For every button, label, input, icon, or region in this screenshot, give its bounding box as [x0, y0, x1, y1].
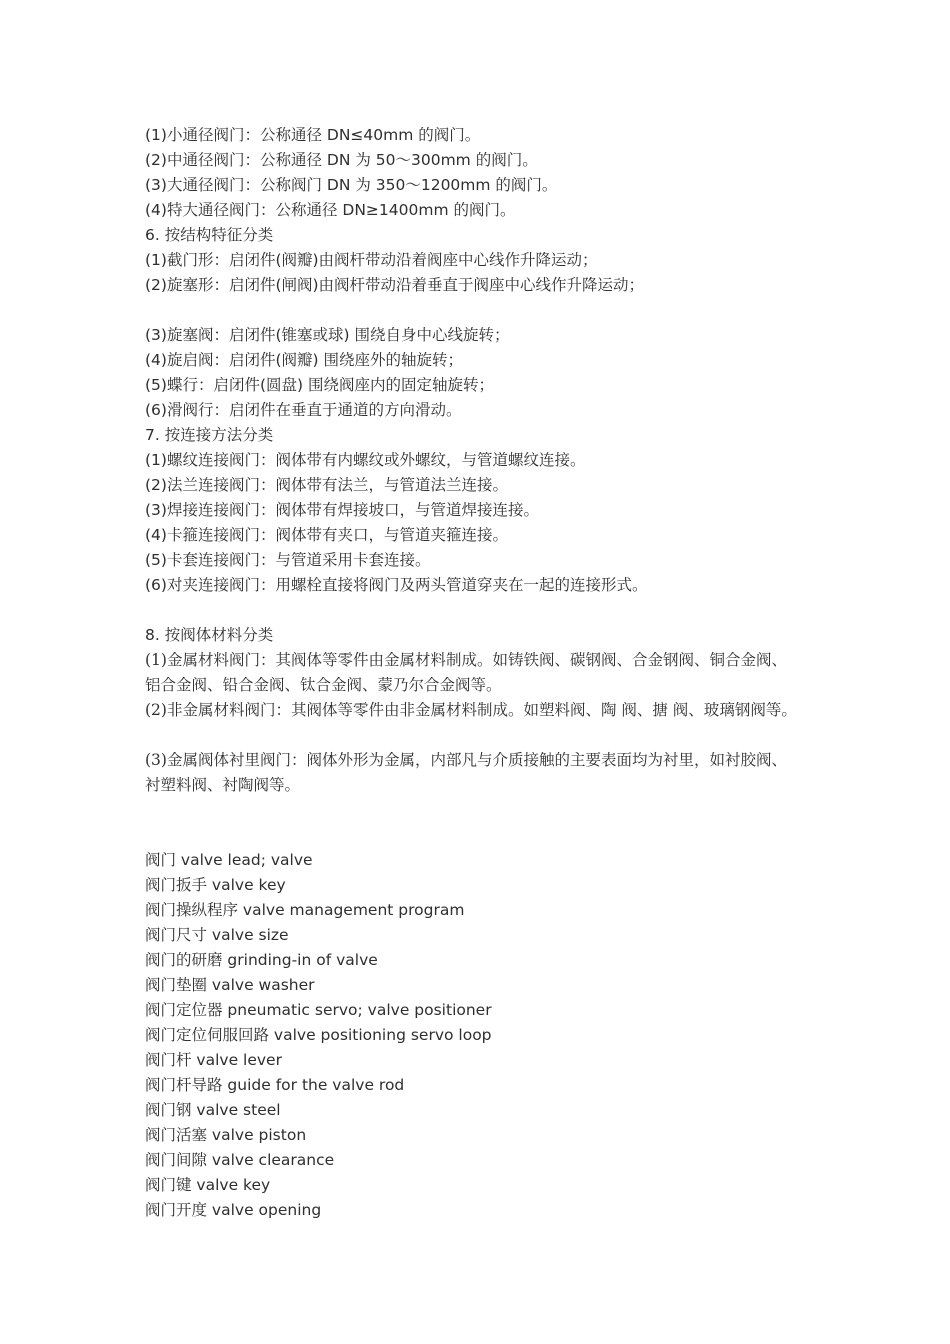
material-heading: 8. 按阀体材料分类	[145, 626, 274, 644]
glossary-entry: 阀门键 valve key	[145, 1176, 271, 1194]
connection-item-5: (5)卡套连接阀门：与管道采用卡套连接。	[145, 551, 431, 569]
connection-heading: 7. 按连接方法分类	[145, 426, 274, 444]
structure-item-2: (2)旋塞形：启闭件(闸阀)由阀杆带动沿着垂直于阀座中心线作升降运动；	[145, 276, 645, 294]
glossary-entry: 阀门杆 valve lever	[145, 1051, 282, 1069]
glossary-entry: 阀门钢 valve steel	[145, 1101, 281, 1119]
size-item-1: (1)小通径阀门：公称通径 DN≤40mm 的阀门。	[145, 126, 481, 144]
blank-line	[145, 598, 835, 623]
glossary-entry: 阀门扳手 valve key	[145, 876, 286, 894]
blank-line	[145, 723, 835, 748]
connection-item-4: (4)卡箍连接阀门：阀体带有夹口，与管道夹箍连接。	[145, 526, 508, 544]
size-item-3: (3)大通径阀门：公称阀门 DN 为 350～1200mm 的阀门。	[145, 176, 558, 194]
glossary-entry: 阀门尺寸 valve size	[145, 926, 289, 944]
material-item-1-line-1: (1)金属材料阀门：其阀体等零件由金属材料制成。如铸铁阀、碳钢阀、合金钢阀、铜合金阀、	[145, 651, 787, 669]
glossary-entry: 阀门的研磨 grinding-in of valve	[145, 951, 378, 969]
material-item-3-line-2: 衬塑料阀、衬陶阀等。	[145, 776, 301, 794]
structure-item-3: (3)旋塞阀：启闭件(锥塞或球) 围绕自身中心线旋转；	[145, 326, 510, 344]
glossary-entry: 阀门垫圈 valve washer	[145, 976, 315, 994]
structure-item-1: (1)截门形：启闭件(阀瓣)由阀杆带动沿着阀座中心线作升降运动；	[145, 251, 598, 269]
glossary-entry: 阀门操纵程序 valve management program	[145, 901, 465, 919]
blank-line	[145, 823, 835, 848]
size-item-4: (4)特大通径阀门：公称通径 DN≥1400mm 的阀门。	[145, 201, 516, 219]
glossary-entry: 阀门定位器 pneumatic servo; valve positioner	[145, 1001, 492, 1019]
document-body	[145, 123, 835, 1223]
structure-item-5: (5)蝶行：启闭件(圆盘) 围绕阀座内的固定轴旋转；	[145, 376, 494, 394]
structure-item-6: (6)滑阀行：启闭件在垂直于通道的方向滑动。	[145, 401, 462, 419]
glossary-entry: 阀门杆导路 guide for the valve rod	[145, 1076, 405, 1094]
size-item-2: (2)中通径阀门：公称通径 DN 为 50～300mm 的阀门。	[145, 151, 538, 169]
material-item-2: (2)非金属材料阀门：其阀体等零件由非金属材料制成。如塑料阀、陶 阀、搪 阀、玻璃钢阀等。	[145, 701, 797, 719]
glossary-entry: 阀门定位伺服回路 valve positioning servo loop	[145, 1026, 492, 1044]
glossary-entry: 阀门开度 valve opening	[145, 1201, 322, 1219]
connection-item-2: (2)法兰连接阀门：阀体带有法兰，与管道法兰连接。	[145, 476, 508, 494]
blank-line	[145, 798, 835, 823]
connection-item-1: (1)螺纹连接阀门：阀体带有内螺纹或外螺纹，与管道螺纹连接。	[145, 451, 586, 469]
connection-item-3: (3)焊接连接阀门：阀体带有焊接坡口，与管道焊接连接。	[145, 501, 539, 519]
material-item-1-line-2: 铝合金阀、铅合金阀、钛合金阀、蒙乃尔合金阀等。	[145, 676, 502, 694]
glossary-entry: 阀门 valve lead; valve	[145, 851, 313, 869]
glossary-entry: 阀门间隙 valve clearance	[145, 1151, 335, 1169]
connection-item-6: (6)对夹连接阀门：用螺栓直接将阀门及两头管道穿夹在一起的连接形式。	[145, 576, 648, 594]
blank-line	[145, 298, 835, 323]
structure-item-4: (4)旋启阀：启闭件(阀瓣) 围绕座外的轴旋转；	[145, 351, 463, 369]
glossary-entry: 阀门活塞 valve piston	[145, 1126, 307, 1144]
structure-heading: 6. 按结构特征分类	[145, 226, 274, 244]
material-item-3-line-1: (3)金属阀体衬里阀门：阀体外形为金属，内部凡与介质接触的主要表面均为衬里，如衬胶阀、	[145, 751, 787, 769]
